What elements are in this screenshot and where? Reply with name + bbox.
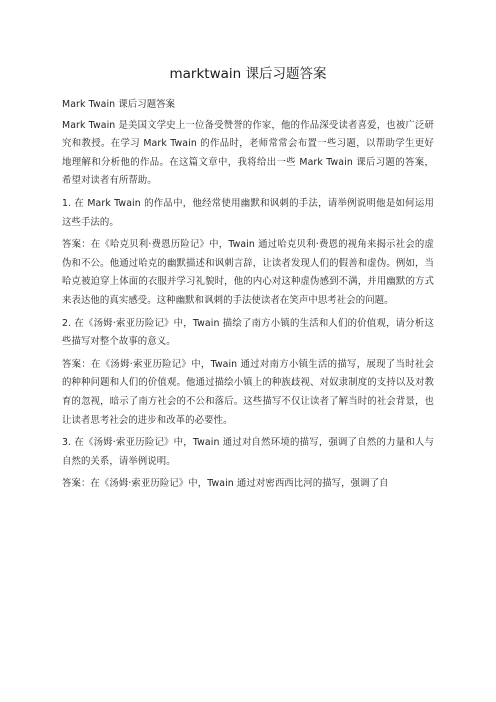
intro-paragraph: Mark Twain 是美国文学史上一位备受赞誉的作家，他的作品深受读者喜爱，也被广泛研究和教授。在学习 Mark Twain 的作品时，老师常常会布置一些习题，以帮助学生更好地理解和分析他的作品。在这篇文章中，我将给出一些 Mark Twain 课后习题的答案，希望对读者有所帮助。 [62, 119, 434, 187]
document-subtitle: Mark Twain 课后习题答案 [62, 99, 176, 110]
question-1: 1. 在 Mark Twain 的作品中，他经常使用幽默和讽刺的手法，请举例说明他是如何运用这些手法的。 [62, 197, 434, 228]
answer-2: 答案：在《汤姆·索亚历险记》中，Twain 通过对南方小镇生活的描写，展现了当时社会的种种问题和人们的价值观。他通过描绘小镇上的种族歧视、对奴隶制度的支持以及对教育的忽视，暗示了南方社会的不公和落后。这些描写不仅让读者了解当时的社会背景，也让读者思考社会的进步和改革的必要性。 [62, 358, 434, 426]
question-3: 3. 在《汤姆·索亚历险记》中，Twain 通过对自然环境的描写，强调了自然的力量和人与自然的关系，请举例说明。 [62, 437, 434, 467]
document-body [62, 96, 434, 498]
answer-1: 答案：在《哈克贝利·费恩历险记》中，Twain 通过哈克贝利·费恩的视角来揭示社会的虚伪和不公。他通过哈克的幽默描述和讽刺言辞，让读者发现人们的假善和虚伪。例如，当哈克被迫穿上体面的衣服并学习礼貌时，他的内心对这种虚伪感到不满，并用幽默的方式来表达他的真实感受。这种幽默和讽刺的手法使读者在笑声中思考社会的问题。 [62, 239, 434, 306]
answer-3: 答案：在《汤姆·索亚历险记》中，Twain 通过对密西西比河的描写，强调了自 [62, 478, 389, 490]
question-2: 2. 在《汤姆·索亚历险记》中，Twain 描绘了南方小镇的生活和人们的价值观，请分析这些描写对整个故事的意义。 [62, 317, 434, 348]
document-title: marktwain 课后习题答案 [169, 66, 327, 82]
